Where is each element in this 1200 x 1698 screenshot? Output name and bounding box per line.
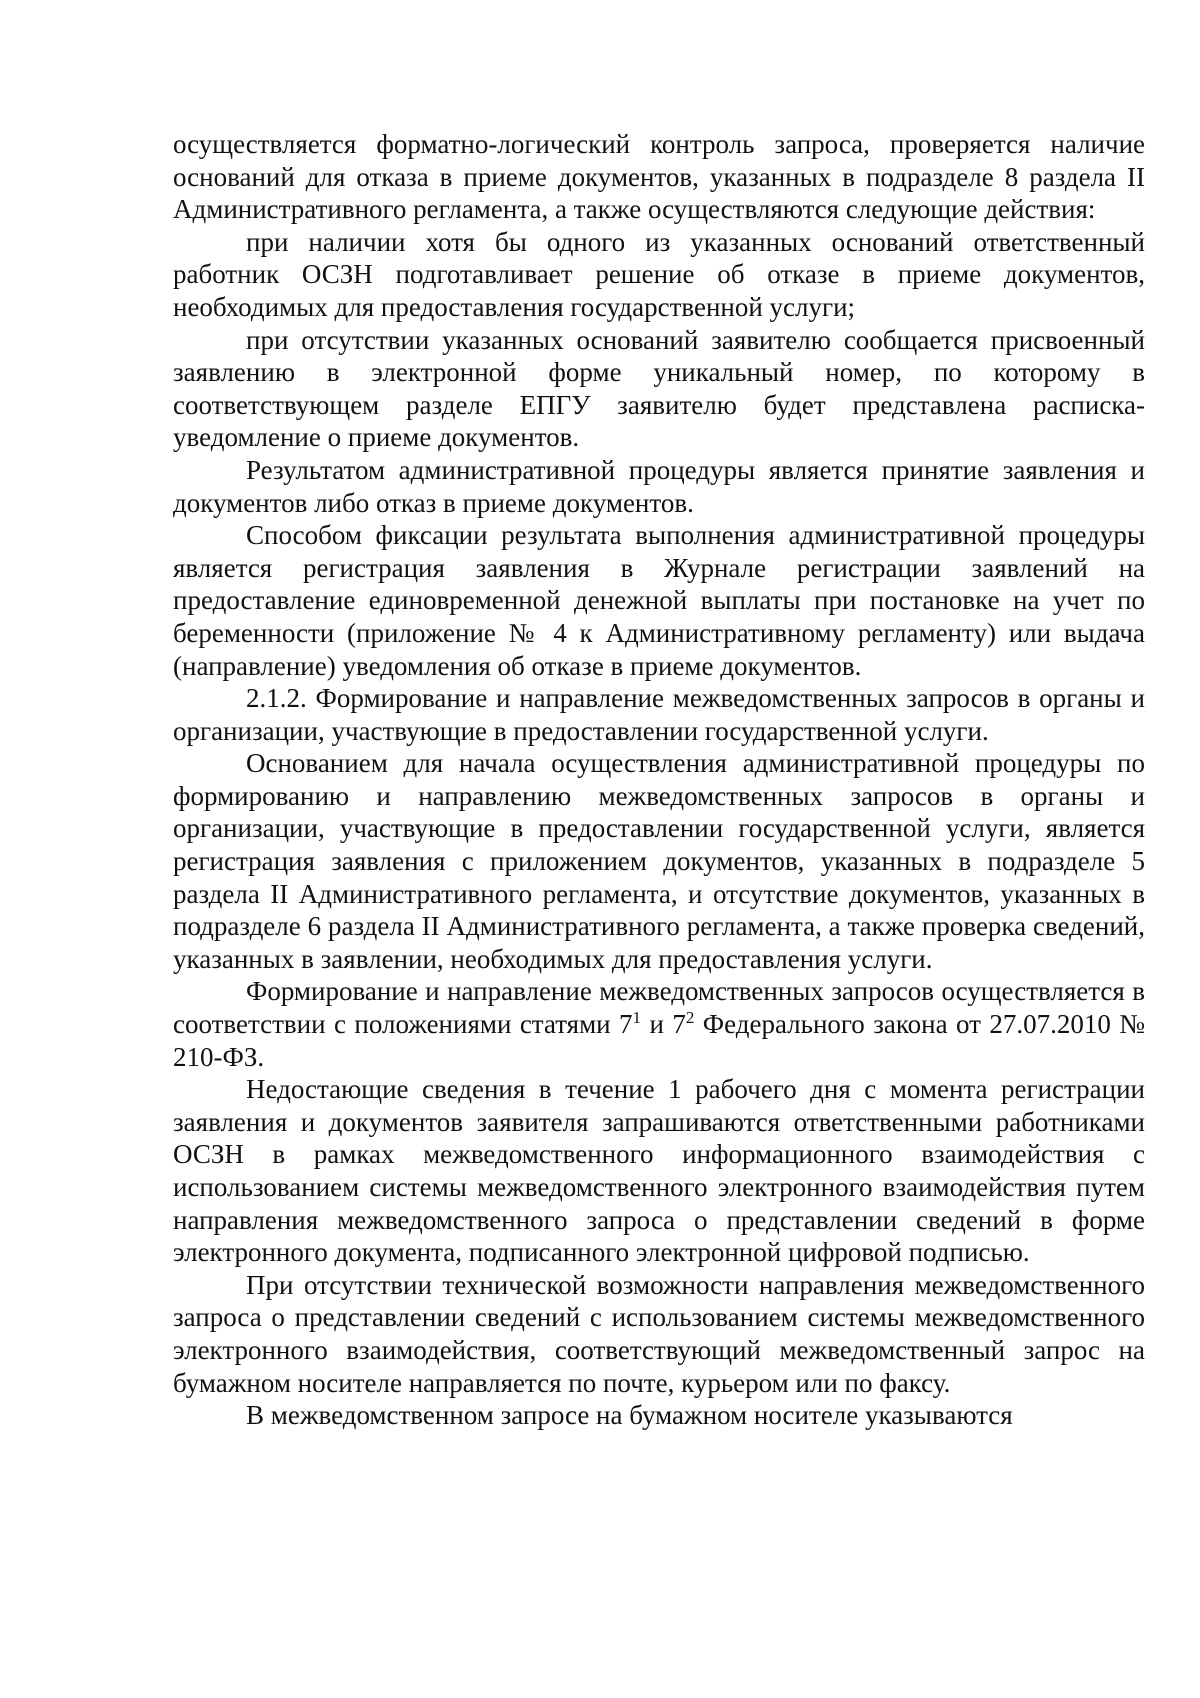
paragraph-7: Основанием для начала осуществления административной процедуры по формированию и направлению межведомственных запросов в органы и организации, участвующие в предоставлении государственной услуги, является регистрация заявления с приложением документов, указанных в подразделе 5 раздела II Административного регламента, и отсутствие документов, указанных в подразделе 6 раздела II Административного регламента, а также проверка сведений, указанных в заявлении, необходимых для предоставления услуги.	[173, 748, 1145, 974]
paragraph-3: при отсутствии указанных оснований заявителю сообщается присвоенный заявлению в электронной форме уникальный номер, по которому в соответствующем разделе ЕПГУ заявителю будет представлена расписка-уведомление о приеме документов.	[173, 324, 1145, 453]
paragraph-8-text-2: и 7	[641, 1009, 686, 1040]
paragraph-2: при наличии хотя бы одного из указанных оснований ответственный работник ОСЗН подготавливает решение об отказе в приеме документов, необходимых для предоставления государственной услуги;	[173, 226, 1145, 322]
paragraph-8	[173, 975, 1145, 1073]
superscript-1: 1	[632, 1008, 642, 1028]
paragraph-6-section-heading: 2.1.2. Формирование и направление межведомственных запросов в органы и организации, участвующие в предоставлении государственной услуги.	[173, 683, 1145, 746]
paragraph-9: Недостающие сведения в течение 1 рабочего дня с момента регистрации заявления и документов заявителя запрашиваются ответственными работниками ОСЗН в рамках межведомственного информационного взаимодействия с использованием системы межведомственного электронного взаимодействия путем направления межведомственного запроса о представлении сведений в форме электронного документа, подписанного электронной цифровой подписью.	[173, 1074, 1145, 1268]
paragraph-8-text-3: Федерального закона от 27.07.2010 № 210-ФЗ.	[173, 1009, 1146, 1072]
paragraph-10: При отсутствии технической возможности направления межведомственного запроса о представлении сведений с использованием системы межведомственного электронного взаимодействия, соответствующий межведомственный запрос на бумажном носителе направляется по почте, курьером или по факсу.	[173, 1269, 1145, 1398]
paragraph-8-text-1: Формирование и направление межведомственных запросов осуществляется в соответствии с положениями статями 7	[173, 976, 1145, 1040]
document-page	[173, 128, 1145, 1432]
superscript-2: 2	[685, 1008, 695, 1028]
paragraph-4: Результатом административной процедуры является принятие заявления и документов либо отказ в приеме документов.	[173, 454, 1145, 518]
paragraph-11: В межведомственном запросе на бумажном носителе указываются	[246, 1400, 1013, 1431]
paragraph-1: осуществляется форматно-логический контроль запроса, проверяется наличие оснований для отказа в приеме документов, указанных в подразделе 8 раздела II Административного регламента, а также осуществляются следующие действия:	[173, 129, 1145, 225]
paragraph-5: Способом фиксации результата выполнения административной процедуры является регистрация заявления в Журнале регистрации заявлений на предоставление единовременной денежной выплаты при постановке на учет по беременности (приложение № 4 к Административному регламенту) или выдача (направление) уведомления об отказе в приеме документов.	[173, 520, 1145, 681]
